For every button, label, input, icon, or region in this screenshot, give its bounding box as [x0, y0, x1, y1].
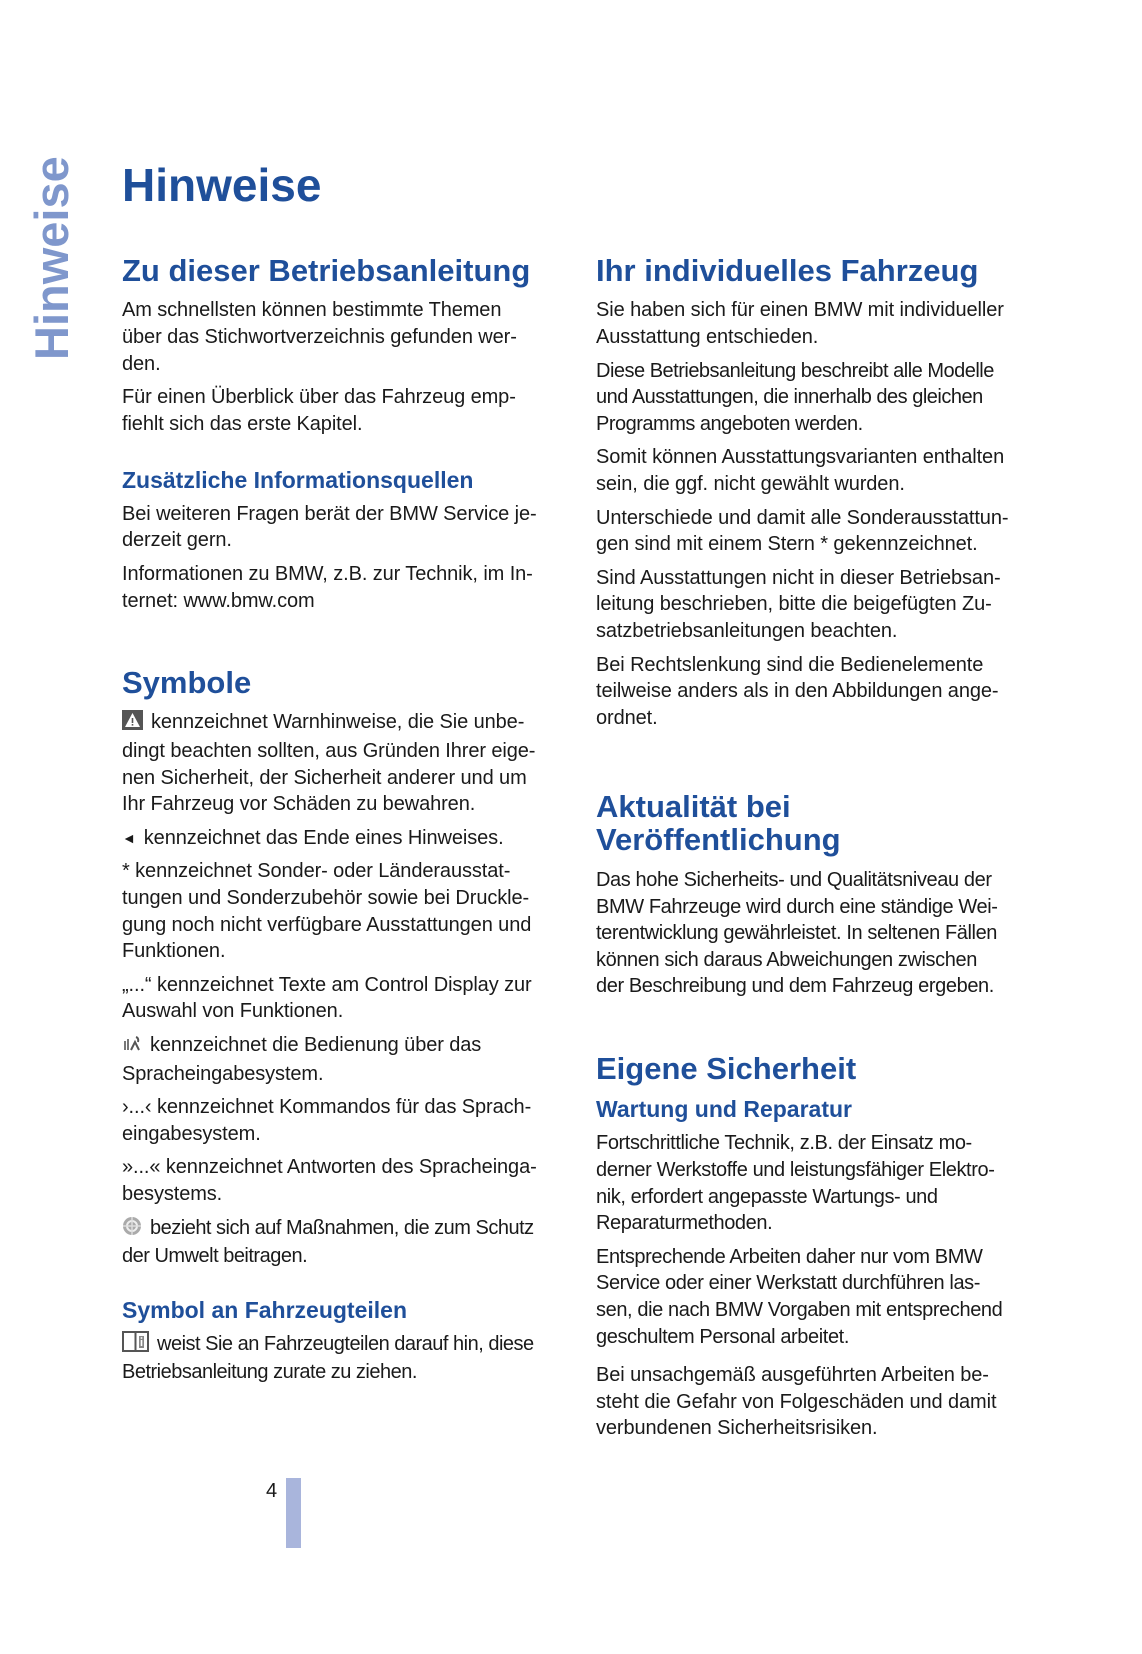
heading-info-sources: Zusätzliche Informationsquellen: [122, 467, 474, 493]
paragraph: Diese Betriebsanleitung beschreibt alle Modelle und Ausstattungen, die innerhalb des gleichen Programms angeboten werden.: [596, 359, 994, 435]
end-mark-icon: ◄: [122, 829, 136, 846]
manual-info-icon: [122, 1331, 149, 1360]
page-marker-bar: [286, 1478, 301, 1548]
section-own-safety: [596, 1052, 1076, 1449]
paragraph: Bei weiteren Fragen berät der BMW Service je- derzeit gern.: [122, 502, 537, 552]
heading-about-manual: Zu dieser Betriebsanleitung: [122, 253, 531, 288]
warning-triangle-icon: [122, 710, 143, 738]
heading-individual-vehicle: Ihr individuelles Fahrzeug: [596, 253, 979, 288]
heading-maintenance-repair: Wartung und Reparatur: [596, 1096, 852, 1123]
paragraph: Bei unsachgemäß ausgeführten Arbeiten be- steht die Gefahr von Folgeschäden und damit verbundenen Sicherheitsrisiken.: [596, 1364, 997, 1440]
symbol-warning: kennzeichnet Warnhinweise, die Sie unbe- dingt beachten sollten, aus Gründen Ihrer eige- nen Sicherheit, der Sicherheit anderer und um Ihr Fahrzeug vor Schäden zu bewahren.: [122, 711, 536, 816]
paragraph: Somit können Ausstattungsvarianten enthalten sein, die ggf. nicht gewählt wurden.: [596, 446, 1005, 496]
paragraph: Entsprechende Arbeiten daher nur vom BMW Service oder einer Werkstatt durchführen las- sen, die nach BMW Vorgaben mit entsprechend geschultem Personal arbeitet.: [596, 1245, 1003, 1348]
paragraph: Bei Rechtslenkung sind die Bedienelemente teilweise anders als in den Abbildungen ange- ordnet.: [596, 653, 999, 729]
symbol-end-mark: ◄ kennzeichnet das Ende eines Hinweises.: [122, 825, 602, 852]
symbol-asterisk: * kennzeichnet Sonder- oder Länderausstat- tungen und Sonderzubehör sowie bei Druckle- gung noch nicht verfügbare Ausstattungen und Funktionen.: [122, 860, 532, 963]
paragraph: Sie haben sich für einen BMW mit individueller Ausstattung entschieden.: [596, 299, 1004, 349]
heading-currency: Aktualität bei Veröffentlichung: [596, 789, 841, 858]
paragraph: Unterschiede und damit alle Sonderausstattun- gen sind mit einem Stern * gekennzeichnet.: [596, 506, 1009, 556]
chapter-side-label: Hinweise: [25, 156, 78, 360]
environment-icon: [122, 1216, 142, 1244]
paragraph: Am schnellsten können bestimmte Themen über das Stichwortverzeichnis gefunden wer- den.: [122, 299, 517, 375]
symbol-environment: bezieht sich auf Maßnahmen, die zum Schutz der Umwelt beitragen.: [122, 1216, 534, 1268]
paragraph: Fortschrittliche Technik, z.B. der Einsatz mo- derner Werkstoffe und leistungsfähiger Elektro- nik, erfordert angepasste Wartungs- und Reparaturmethoden.: [596, 1132, 995, 1235]
symbol-voice: kennzeichnet die Bedienung über das Spracheingabesystem.: [122, 1034, 482, 1085]
paragraph: Für einen Überblick über das Fahrzeug emp- fiehlt sich das erste Kapitel.: [122, 386, 516, 435]
heading-symbols: Symbole: [122, 665, 252, 700]
section-symbols: [122, 666, 602, 1277]
heading-vehicle-parts-symbol: Symbol an Fahrzeugteilen: [122, 1297, 407, 1323]
paragraph: Das hohe Sicherheits- und Qualitätsniveau der BMW Fahrzeuge wird durch eine ständige Wei- terentwicklung gewährleistet. In seltenen Fällen können sich daraus Abweichungen zwischen der Beschreibung und dem Fahrzeug ergeben.: [596, 868, 998, 998]
symbol-voice-commands: ›...‹ kennzeichnet Kommandos für das Sprach- eingabesystem.: [122, 1096, 532, 1145]
symbol-voice-responses: »...« kennzeichnet Antworten des Spracheinga- besystems.: [122, 1156, 537, 1205]
section-about-manual: [122, 254, 582, 444]
heading-own-safety: Eigene Sicherheit: [596, 1051, 857, 1086]
paragraph: Informationen zu BMW, z.B. zur Technik, im In- ternet: www.bmw.com: [122, 563, 533, 612]
page-title: Hinweise: [122, 159, 322, 211]
section-individual-vehicle: [596, 254, 1076, 738]
voice-control-icon: [122, 1033, 142, 1061]
paragraph: Sind Ausstattungen nicht in dieser Betriebsan- leitung beschrieben, bitte die beigefügten Zu- satzbetriebsanleitungen beachten.: [596, 566, 1001, 642]
symbol-manual: weist Sie an Fahrzeugteilen darauf hin, diese Betriebsanleitung zurate zu ziehen.: [122, 1332, 534, 1384]
section-vehicle-parts-symbol: [122, 1296, 602, 1393]
section-info-sources: [122, 466, 582, 621]
symbol-quotes: „...“ kennzeichnet Texte am Control Display zur Auswahl von Funktionen.: [122, 973, 532, 1023]
page-number: 4: [266, 1480, 278, 1502]
section-currency: [596, 790, 1076, 1007]
